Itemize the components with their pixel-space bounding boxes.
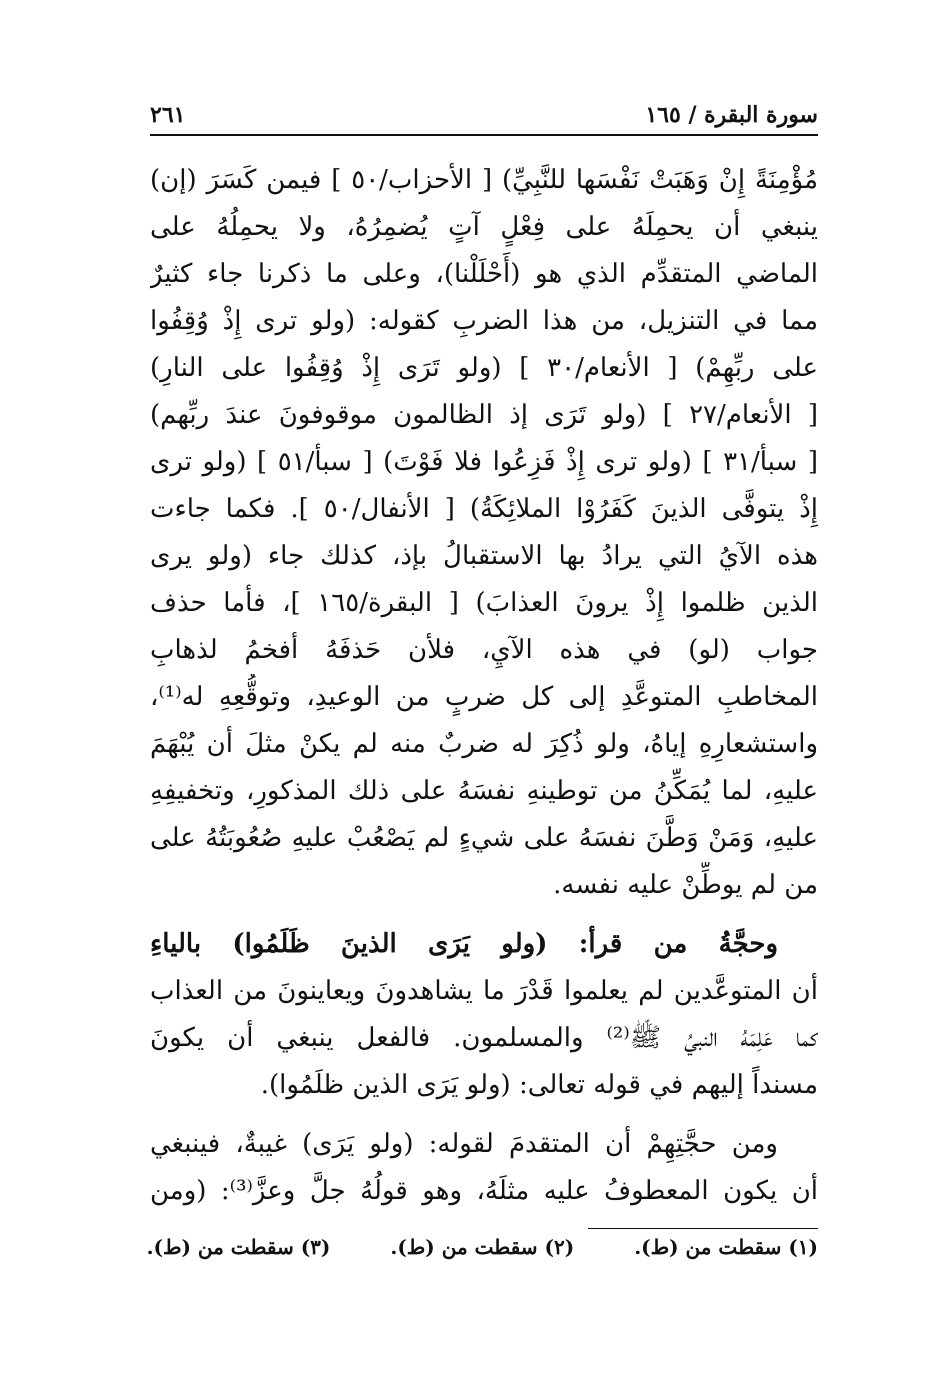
text-line: جواب (لو) في هذه الآيِ، فلأن حَذفَهُ أفخمُ لذهابِ — [150, 635, 818, 665]
text-line: هذه الآيُ التي يرادُ بها الاستقبالُ بإذ، كذلك جاء (ولو يرى — [150, 541, 818, 571]
text-line: أن يكون المعطوفُ عليه مثلَهُ، وهو قولُهُ جلَّ وعزَّ⁽³⁾: (ومن — [150, 1176, 818, 1206]
text-line: مسنداً إليهم في قوله تعالى: (ولو يَرَى الذين ظلَمُوا). — [260, 1070, 818, 1100]
paragraph-3 — [150, 1121, 818, 1215]
text-line: عليهِ، وَمَنْ وَطَّنَ نفسَهُ على شيءٍ لم يَصْعُبْ عليهِ صُعُوبَتُهُ على — [150, 823, 818, 853]
text-line: مما في التنزيل، من هذا الضربِ كقوله: (ولو ترى إِذْ وُقِفُوا — [150, 306, 818, 336]
running-header — [150, 98, 818, 132]
text-line: إِذْ يتوفَّى الذينَ كَفَرُوْا الملائِكَةُ) [ الأنفال/٥٠ ]. فكما جاءت — [150, 494, 818, 524]
paragraph-gap — [150, 909, 818, 921]
text-line: من لم يوطِّنْ عليه نفسه. — [553, 870, 818, 900]
text-line: ومن حجَّتِهِمْ أن المتقدمَ لقوله: (ولو يَرَى) غيبةٌ، فينبغي — [150, 1129, 778, 1159]
text-line: أن المتوعَّدين لم يعلموا قَدْرَ ما يشاهدونَ ويعاينونَ من العذاب — [150, 976, 818, 1006]
text-line: كما عَلِمَهُ النبيُ ﷺ⁽²⁾ والمسلمون. فالفعل ينبغي أن يكونَ — [150, 1023, 818, 1053]
text-line: ينبغي أن يحمِلَهُ على فِعْلٍ آتٍ يُضمِرُهُ، ولا يحمِلُهُ على — [150, 212, 818, 242]
text-line: واستشعارِهِ إياهُ، ولو ذُكِرَ له ضربٌ منه لم يكنْ مثلَ أن يُبْهَمَ — [150, 729, 818, 759]
footnote-divider — [588, 1228, 818, 1229]
paragraph-gap — [150, 1109, 818, 1121]
footnote-2: (٢) سقطت من (ط). — [390, 1235, 575, 1259]
text-line: مُؤْمِنَةً إِنْ وَهَبَتْ نَفْسَها للنَّبِيِّ) [ الأحزاب/٥٠ ] فيمن كَسَرَ (إن) — [150, 165, 818, 195]
text-line: عليهِ، لما يُمَكِّنُ من توطينهِ نفسَهُ على ذلك المذكورِ، وتخفيفِهِ — [150, 776, 818, 806]
text-line: المخاطبِ المتوعَّدِ إلى كل ضربٍ من الوعيدِ، وتوقُّعِهِ له⁽¹⁾، — [150, 682, 818, 712]
text-line: وحجَّةُ من قرأ: (ولو يَرَى الذينَ ظَلَمُوا) بالياءِ — [150, 929, 778, 959]
text-line: [ الأنعام/٢٧ ] (ولو تَرَى إذ الظالمون موقوفونَ عندَ ربِّهم) — [150, 400, 818, 430]
page-number: ٢٦١ — [150, 102, 186, 128]
header-divider — [150, 134, 818, 136]
surah-title: سورة البقرة / ١٦٥ — [645, 102, 818, 128]
footnote-1: (١) سقطت من (ط). — [634, 1235, 818, 1259]
text-line: الذين ظلموا إِذْ يرونَ العذابَ) [ البقرة/١٦٥ ]، فأما حذف — [150, 588, 818, 618]
paragraph-1 — [150, 157, 818, 909]
footnote-3: (٣) سقطت من (ط). — [146, 1235, 331, 1259]
main-text — [150, 157, 818, 1215]
text-line: [ سبأ/٣١ ] (ولو ترى إِذْ فَزِعُوا فلا فَوْتَ) [ سبأ/٥١ ] (ولو ترى — [150, 447, 818, 477]
text-line: الماضي المتقدِّم الذي هو (أَحْلَلْنا)، وعلى ما ذكرنا جاء كثيرٌ — [150, 259, 818, 289]
paragraph-2 — [150, 921, 818, 1109]
footnotes — [146, 1235, 818, 1259]
text-line: على ربِّهِمْ) [ الأنعام/٣٠ ] (ولو تَرَى إِذْ وُقِفُوا على النارِ) — [150, 353, 818, 383]
